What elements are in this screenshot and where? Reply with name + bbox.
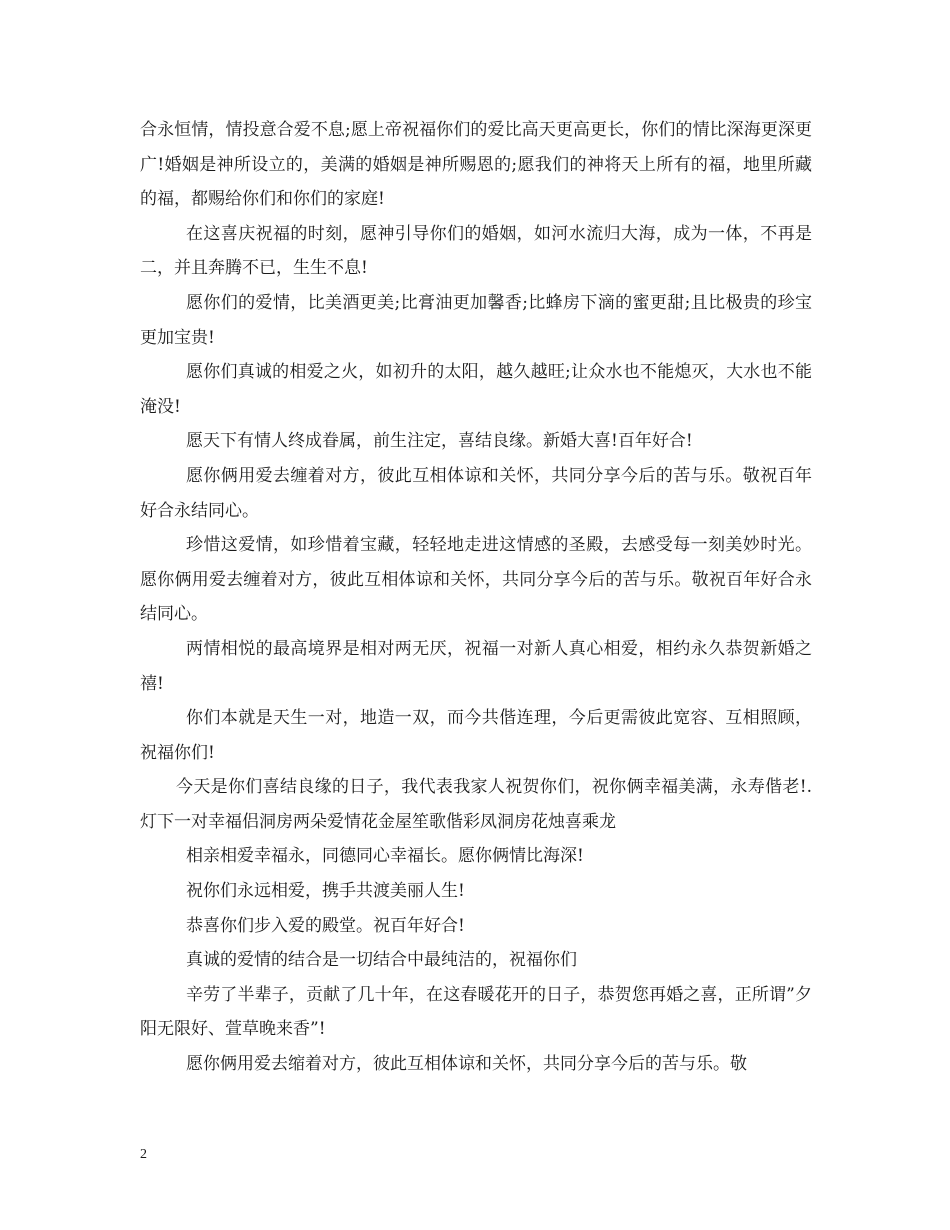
paragraph-2: 在这喜庆祝福的时刻，愿神引导你们的婚姻，如河水流归大海，成为一体，不再是二，并且奔腾不已，生生不息! [140,223,812,279]
paragraph-16: 愿你俩用爱去缩着对方，彼此互相体谅和关怀，共同分享今后的苦与乐。敬 [186,1054,747,1075]
document-body [140,113,812,1082]
paragraph-6: 愿你俩用爱去缠着对方，彼此互相体谅和关怀，共同分享今后的苦与乐。敬祝百年好合永结同心。 [140,465,812,521]
paragraph-10: 今天是你们喜结良缘的日子，我代表我家人祝贺你们，祝你俩幸福美满，永寿偕老!.灯下一对幸福侣洞房两朵爱情花金屋笙歌偕彩凤洞房花烛喜乘龙 [140,777,812,832]
paragraph-7: 珍惜这爱情，如珍惜着宝藏，轻轻地走进这情感的圣殿，去感受每一刻美妙时光。愿你俩用爱去缠着对方，彼此互相体谅和关怀，共同分享今后的苦与乐。敬祝百年好合永结同心。 [140,535,812,625]
paragraph-4: 愿你们真诚的相爱之火，如初升的太阳，越久越旺;让众水也不能熄灭，大水也不能淹没! [140,362,812,417]
paragraph-9: 你们本就是天生一对，地造一双，而今共偕连理，今后更需彼此宽容、互相照顾，祝福你们! [140,708,812,763]
paragraph-5: 愿天下有情人终成眷属，前生注定，喜结良缘。新婚大喜!百年好合! [186,431,693,452]
paragraph-13: 恭喜你们步入爱的殿堂。祝百年好合! [186,915,465,936]
paragraph-12: 祝你们永远相爱，携手共渡美丽人生! [186,881,465,902]
paragraph-1: 合永恒情，情投意合爱不息;愿上帝祝福你们的爱比高天更高更长，你们的情比深海更深更广!婚姻是神所设立的，美满的婚姻是神所赐恩的;愿我们的神将天上所有的福，地里所藏的福，都赐给你们和你们的家庭! [140,120,812,210]
paragraph-15: 辛劳了半辈子，贡献了几十年，在这春暖花开的日子，恭贺您再婚之喜，正所谓”夕阳无限好、萱草晚来香”! [140,984,812,1040]
paragraph-8: 两情相悦的最高境界是相对两无厌，祝福一对新人真心相爱，相约永久恭贺新婚之禧! [140,638,812,694]
paragraph-14: 真诚的爱情的结合是一切结合中最纯洁的，祝福你们 [186,950,577,971]
page-number: 2 [140,1147,147,1162]
paragraph-3: 愿你们的爱情，比美酒更美;比膏油更加馨香;比蜂房下滴的蜜更甜;且比极贵的珍宝更加宝贵! [140,292,812,348]
paragraph-11: 相亲相爱幸福永，同德同心幸福长。愿你俩情比海深! [186,846,584,867]
